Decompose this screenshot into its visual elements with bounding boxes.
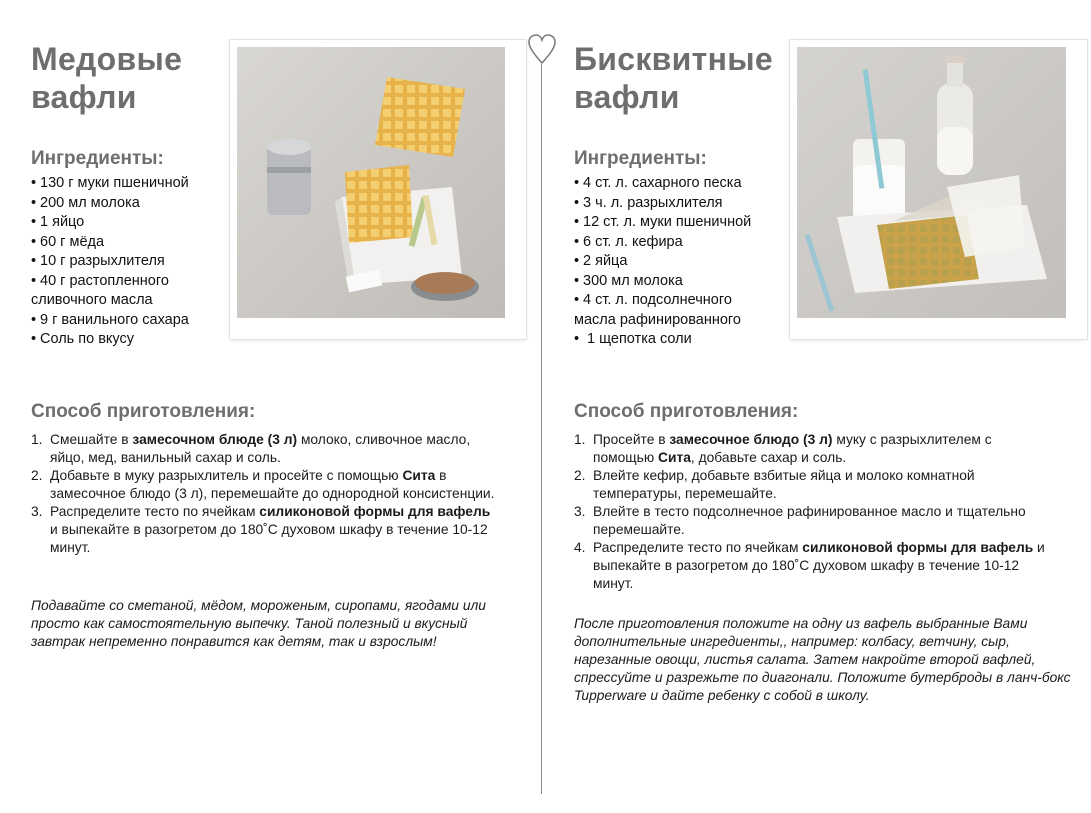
step-text: в замесочное блюдо (3 л), перемешайте до однородной консистенции. [50,468,495,501]
bullet-icon: • [574,292,580,308]
ingredient-text: 1 яйцо [40,214,85,230]
step-text: муку с разрыхлителем с помощью [593,432,992,465]
ingredient-text: 60 г мёда [40,233,105,250]
step-text: и выпекайте в разогретом до 180˚С духовом шкафу в течение 10-12 минут. [593,540,1045,591]
product-name: замесочное блюдо (3 л) [669,432,833,447]
ingredient-text: 3 ч. л. разрыхлителя [583,194,723,211]
step-text: молоко, сливочное масло, яйцо, мед, ванильный сахар и соль. [50,432,471,465]
ingredient-item [31,291,189,311]
bullet-icon: • [574,175,580,191]
ingredients-list [31,174,189,350]
ingredient-item [574,272,751,292]
bullet-icon: • [574,331,580,347]
ingredient-item [574,252,751,272]
product-name: замесочном блюде (3 л) [132,432,298,447]
ingredient-item [574,194,751,214]
step-text: Просейте в [593,432,670,447]
method-steps [574,431,1049,593]
ingredient-text: сливочного масла [31,292,153,308]
ingredient-item [31,272,189,292]
ingredient-item [31,194,189,214]
ingredient-text: 300 мл молока [583,272,683,289]
ingredient-text: 130 г муки пшеничной [40,175,189,191]
ingredient-item [31,330,189,350]
bullet-icon: • [31,194,37,211]
ingredient-text: 2 яйца [583,253,628,269]
ingredient-item [31,213,189,233]
method-heading: Способ приготовления: [574,401,799,422]
ingredient-item [574,213,751,233]
ingredient-item [574,311,751,331]
bullet-icon: • [574,214,580,230]
ingredient-item [574,291,751,311]
step-text: Влейте кефир, добавьте взбитые яйца и молоко комнатной температуры, перемешайте. [593,468,975,501]
ingredient-text: 4 ст. л. сахарного песка [583,175,742,191]
ingredient-item [31,311,189,331]
product-name: Сита [402,468,436,483]
step-number: 2. [31,468,43,483]
product-name: силиконовой формы для вафель [259,504,491,519]
bullet-icon: • [31,214,37,230]
ingredient-text: 1 щепотка соли [583,331,692,347]
method-step [31,431,501,467]
method-heading: Способ приготовления: [31,401,256,422]
ingredients-heading: Ингредиенты: [574,148,707,169]
ingredient-text: 200 мл молока [40,194,140,211]
ingredient-text: 9 г ванильного сахара [40,311,189,328]
ingredient-item [31,252,189,272]
product-name: Сита [658,450,691,465]
column-divider [541,64,542,794]
ingredient-item [574,330,751,350]
method-step [31,503,501,557]
method-step [574,467,1049,503]
bullet-icon: • [31,233,37,250]
bullet-icon: • [574,272,580,289]
step-number: 1. [31,432,43,447]
step-text: Распределите тесто по ячейкам [593,540,803,555]
ingredient-text: 10 г разрыхлителя [40,253,165,269]
ingredients-list [574,174,751,350]
ingredient-text: 40 г растопленного [40,272,169,289]
serving-note: Подавайте со сметаной, мёдом, мороженым, сиропами, ягодами или просто как самостоятельную выпечку. Таной полезный и вкусный завтрак непременно понравится как детям, так и взрослым! [31,598,486,649]
method-step [31,467,501,503]
step-number: 3. [31,504,43,519]
method-steps [31,431,501,557]
step-text: Распределите тесто по ячейкам [50,504,260,519]
ingredient-text: 6 ст. л. кефира [583,233,683,250]
step-text: Добавьте в муку разрыхлитель и просейте с помощью [50,468,403,483]
step-number: 4. [574,540,586,555]
bullet-icon: • [31,253,37,269]
step-text: Влейте в тесто подсолнечное рафинированное масло и тщательно перемешайте. [593,504,1026,537]
bullet-icon: • [31,331,37,347]
heart-outline-icon [527,33,557,65]
ingredient-text: 4 ст. л. подсолнечного [583,292,732,308]
ingredient-text: Соль по вкусу [40,331,135,347]
ingredients-heading: Ингредиенты: [31,148,164,169]
bullet-icon: • [574,194,580,211]
step-number: 3. [574,504,586,519]
step-number: 1. [574,432,586,447]
recipe-title: Медовые вафли [31,41,183,115]
ingredient-item [31,174,189,194]
ingredient-item [31,233,189,253]
product-name: силиконовой формы для вафель [802,540,1034,555]
honey-waffles-photo [230,40,526,339]
ingredient-item [574,233,751,253]
bullet-icon: • [31,272,37,289]
ingredient-text: масла рафинированного [574,311,741,328]
step-text: и выпекайте в разогретом до 180˚С духовом шкафу в течение 10-12 минут. [50,522,488,555]
bullet-icon: • [574,253,580,269]
method-step [574,503,1049,539]
recipe-title: Бисквитные вафли [574,41,773,115]
method-step [574,431,1049,467]
step-number: 2. [574,468,586,483]
step-text: Смешайте в [50,432,133,447]
bullet-icon: • [31,311,37,328]
ingredient-item [574,174,751,194]
method-step [574,539,1049,593]
ingredient-text: 12 ст. л. муки пшеничной [583,214,752,230]
serving-note: После приготовления положите на одну из вафель выбранные Вами дополнительные ингредиенты,, например: колбасу, ветчину, сыр, нарезанные овощи, листья салата. Затем накройте второй вафлей, спрессуйте и разрежьте по диагонали. Положите бутерброды в ланч-бокс Tupperware и дайте ребенку с собой в школу. [574,616,1071,703]
sponge-waffles-photo [790,40,1087,339]
bullet-icon: • [31,175,37,191]
bullet-icon: • [574,233,580,250]
step-text: , добавьте сахар и соль. [690,450,847,465]
